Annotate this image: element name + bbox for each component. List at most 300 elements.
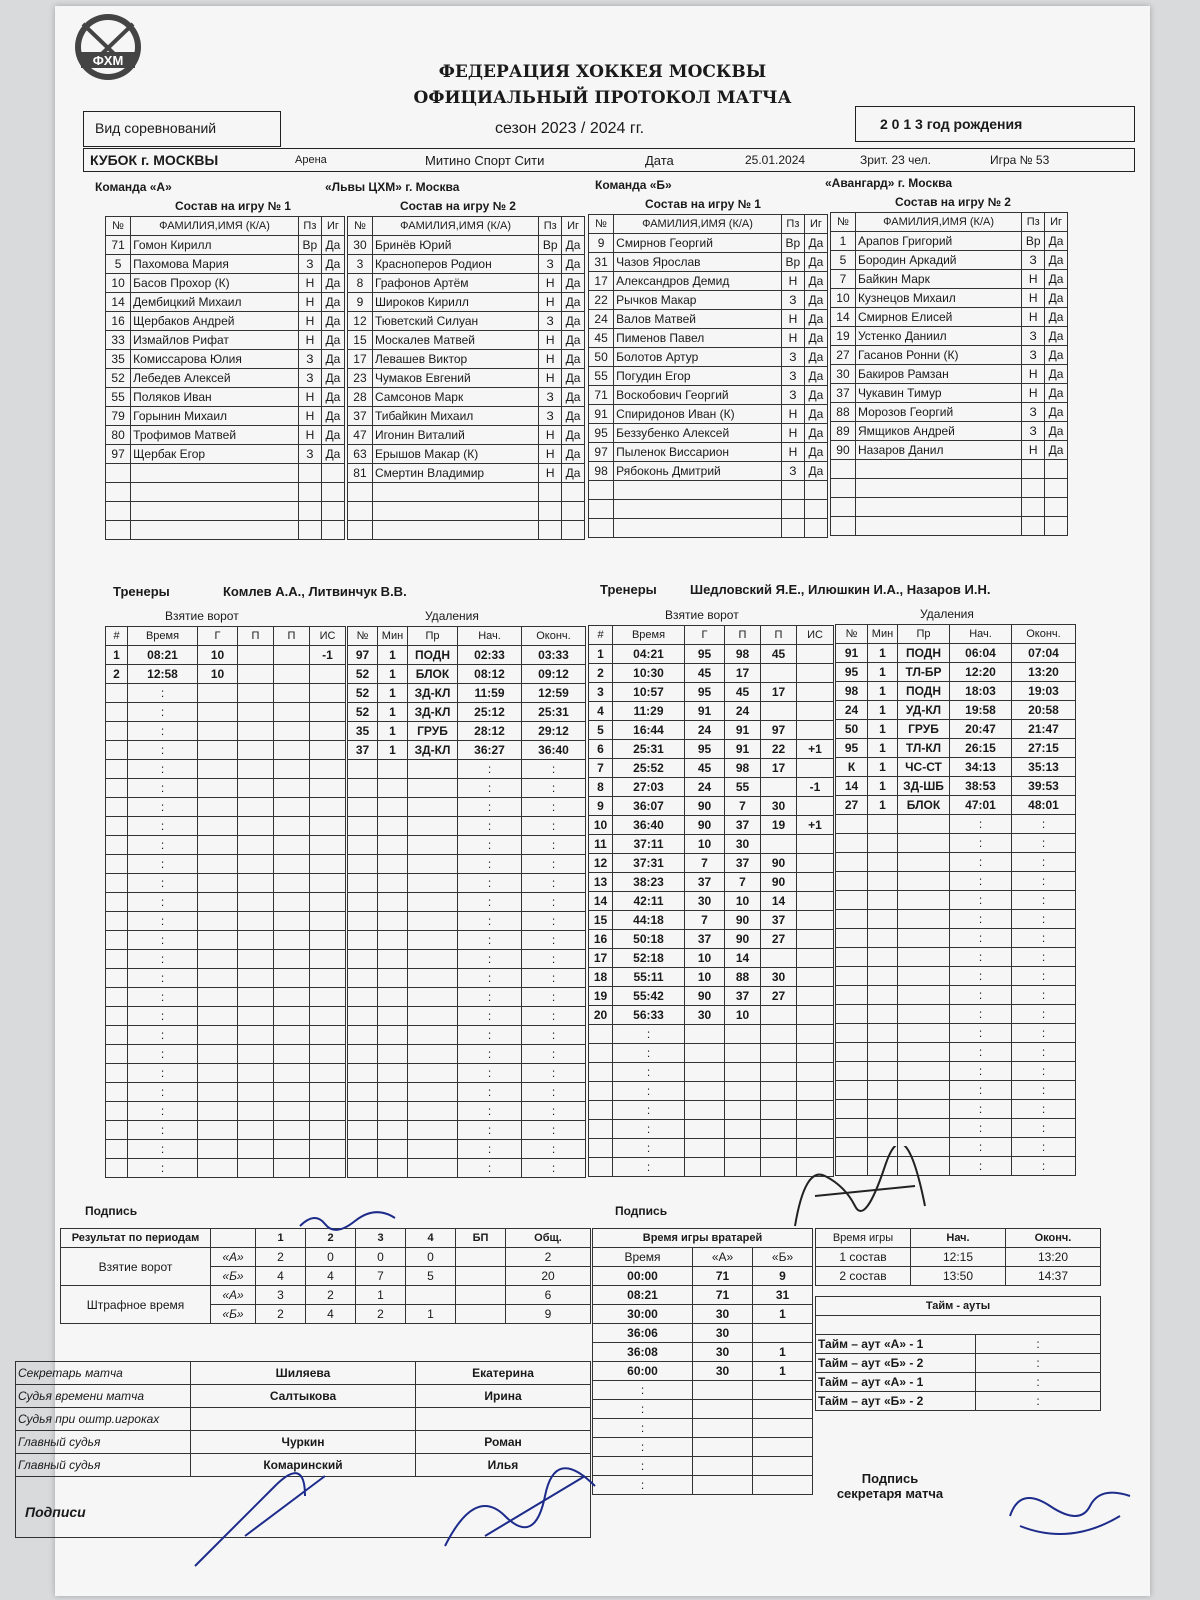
empty-cell: [408, 817, 458, 836]
empty-cell: [274, 969, 310, 988]
empty-cell: :: [128, 1121, 198, 1140]
empty-cell: [348, 1159, 378, 1178]
lineup-cell: Да: [321, 293, 344, 312]
lineup-cell: Да: [321, 350, 344, 369]
lineup-cell: З: [539, 407, 562, 426]
lineup-cell: З: [539, 312, 562, 331]
empty-cell: :: [522, 1102, 586, 1121]
team-b-sign-label: Подпись: [615, 1204, 668, 1218]
table-row: [589, 664, 834, 683]
empty-cell: [589, 481, 614, 500]
table-row: [589, 1082, 834, 1101]
lineup-cell: Рябоконь Дмитрий: [614, 462, 782, 481]
empty-cell: :: [522, 893, 586, 912]
empty-cell: [106, 502, 131, 521]
empty-cell: [898, 929, 950, 948]
event-cell: 10: [589, 816, 613, 835]
empty-cell: :: [950, 1043, 1012, 1062]
empty-cell: [238, 874, 274, 893]
lineup-cell: Да: [562, 274, 585, 293]
lineup-cell: Чазов Ярослав: [614, 253, 782, 272]
empty-cell: [836, 967, 868, 986]
empty-cell: [378, 1083, 408, 1102]
event-cell: ГРУБ: [408, 722, 458, 741]
empty-cell: [348, 798, 378, 817]
empty-cell: :: [613, 1158, 685, 1177]
event-cell: 42:11: [613, 892, 685, 911]
empty-cell: [348, 483, 373, 502]
empty-cell: [378, 1064, 408, 1083]
empty-cell: [868, 853, 898, 872]
empty-cell: [274, 741, 310, 760]
empty-cell: [831, 479, 856, 498]
event-cell: 90: [761, 873, 797, 892]
empty-cell: :: [976, 1392, 1101, 1411]
lineup-cell: З: [539, 255, 562, 274]
table-row: [106, 836, 346, 855]
empty-cell: [310, 855, 346, 874]
lineup-cell: Н: [781, 272, 804, 291]
empty-cell: [408, 855, 458, 874]
table-row: [589, 740, 834, 759]
event-cell: 90: [725, 930, 761, 949]
event-cell: 1: [106, 646, 128, 665]
lineup-cell: Н: [781, 424, 804, 443]
event-cell: 27:15: [1012, 739, 1076, 758]
lineup-cell: Арапов Григорий: [855, 232, 1021, 251]
empty-cell: [198, 836, 238, 855]
empty-cell: [589, 1063, 613, 1082]
table-row: [348, 684, 586, 703]
lineup-cell: Н: [539, 350, 562, 369]
event-cell: 35:13: [1012, 758, 1076, 777]
lineup-cell: З: [781, 386, 804, 405]
goalie-cell: 31: [753, 1286, 813, 1305]
table-row: [106, 950, 346, 969]
event-cell: 90: [685, 797, 725, 816]
table-row: [348, 703, 586, 722]
empty-cell: [348, 817, 378, 836]
empty-cell: :: [128, 1007, 198, 1026]
team-a-penalties-table: [347, 626, 586, 1178]
table-row: [106, 1083, 346, 1102]
event-cell: [797, 664, 834, 683]
lineup-cell: З: [781, 462, 804, 481]
empty-cell: :: [593, 1476, 693, 1495]
empty-cell: :: [522, 1045, 586, 1064]
goalie-cell: 1: [753, 1362, 813, 1381]
event-header: Мин: [378, 627, 408, 646]
empty-cell: :: [458, 760, 522, 779]
empty-cell: [868, 891, 898, 910]
empty-cell: :: [1012, 1100, 1076, 1119]
event-cell: 27:03: [613, 778, 685, 797]
goalie-cell: 1: [753, 1305, 813, 1324]
lineup-cell: Н: [298, 274, 321, 293]
event-cell: 36:40: [522, 741, 586, 760]
event-cell: ТЛ-БР: [898, 663, 950, 682]
event-cell: 08:12: [458, 665, 522, 684]
empty-cell: [310, 1007, 346, 1026]
empty-cell: [348, 1102, 378, 1121]
empty-cell: :: [613, 1044, 685, 1063]
empty-cell: :: [128, 931, 198, 950]
start-label: Нач.: [911, 1229, 1006, 1248]
empty-cell: [868, 910, 898, 929]
empty-cell: [378, 817, 408, 836]
official-surname: Комаринский: [191, 1454, 416, 1477]
game-number: Игра № 53: [990, 153, 1050, 167]
event-cell: 30: [725, 835, 761, 854]
empty-cell: :: [1012, 853, 1076, 872]
official-surname: Шиляева: [191, 1362, 416, 1385]
event-cell: 20:58: [1012, 701, 1076, 720]
empty-cell: [753, 1457, 813, 1476]
empty-cell: [898, 967, 950, 986]
event-cell: +1: [797, 816, 834, 835]
empty-cell: :: [128, 988, 198, 1007]
empty-cell: :: [976, 1335, 1101, 1354]
empty-cell: [131, 464, 299, 483]
empty-cell: [855, 460, 1021, 479]
table-row: [348, 388, 585, 407]
event-cell: ПОДН: [898, 682, 950, 701]
table-row: [836, 853, 1076, 872]
empty-cell: [836, 1100, 868, 1119]
table-row: [348, 369, 585, 388]
event-cell: 08:21: [128, 646, 198, 665]
event-header: Мин: [868, 625, 898, 644]
empty-cell: :: [1012, 1043, 1076, 1062]
empty-cell: [378, 1026, 408, 1045]
event-cell: 8: [589, 778, 613, 797]
table-row: [589, 968, 834, 987]
event-cell: [797, 702, 834, 721]
lineup-cell: З: [539, 388, 562, 407]
lineup-cell: Н: [539, 445, 562, 464]
arena: Митино Спорт Сити: [425, 153, 545, 168]
lineup-cell: Бакиров Рамзан: [855, 365, 1021, 384]
empty-cell: [539, 483, 562, 502]
event-cell: 12:59: [522, 684, 586, 703]
lineup-cell: Щербак Егор: [131, 445, 299, 464]
team-a-lineup1-table: [105, 216, 345, 540]
lineup-cell: Н: [781, 405, 804, 424]
lineup-cell: Да: [321, 407, 344, 426]
empty-cell: [348, 1140, 378, 1159]
empty-cell: [408, 1083, 458, 1102]
lineup-cell: 98: [589, 462, 614, 481]
event-cell: 1: [378, 684, 408, 703]
empty-cell: :: [950, 853, 1012, 872]
event-cell: +1: [797, 740, 834, 759]
table-row: [106, 407, 345, 426]
lineup-cell: Н: [1022, 289, 1045, 308]
event-cell: 17: [761, 759, 797, 778]
event-cell: [797, 930, 834, 949]
table-row: [836, 910, 1076, 929]
empty-cell: [693, 1419, 753, 1438]
event-cell: ПОДН: [408, 646, 458, 665]
event-cell: 7: [725, 797, 761, 816]
lineup-cell: Да: [321, 369, 344, 388]
empty-cell: [348, 969, 378, 988]
event-cell: 24: [836, 701, 868, 720]
lineup-cell: Рычков Макар: [614, 291, 782, 310]
lineup-cell: 90: [831, 441, 856, 460]
table-row: [589, 1025, 834, 1044]
event-cell: 24: [685, 721, 725, 740]
empty-cell: :: [128, 893, 198, 912]
table-row: [16, 1431, 591, 1454]
empty-cell: [310, 1140, 346, 1159]
empty-cell: [238, 798, 274, 817]
table-row: [836, 758, 1076, 777]
empty-cell: [198, 760, 238, 779]
table-row: [836, 815, 1076, 834]
empty-cell: [348, 760, 378, 779]
event-cell: 52: [348, 703, 378, 722]
lineup-cell: Болотов Артур: [614, 348, 782, 367]
lineup-cell: Пименов Павел: [614, 329, 782, 348]
empty-cell: [106, 969, 128, 988]
lineup-cell: Да: [321, 445, 344, 464]
empty-cell: :: [458, 1064, 522, 1083]
empty-cell: [898, 1081, 950, 1100]
event-cell: [797, 645, 834, 664]
event-cell: 19: [761, 816, 797, 835]
lineup-cell: Н: [781, 443, 804, 462]
empty-cell: [614, 481, 782, 500]
empty-cell: [298, 521, 321, 540]
event-cell: [797, 892, 834, 911]
empty-cell: [372, 502, 538, 521]
empty-cell: :: [458, 893, 522, 912]
event-cell: 45: [685, 759, 725, 778]
empty-cell: [836, 1043, 868, 1062]
empty-cell: [238, 912, 274, 931]
empty-cell: :: [1012, 872, 1076, 891]
empty-cell: [238, 950, 274, 969]
event-cell: 47:01: [950, 796, 1012, 815]
empty-cell: [238, 969, 274, 988]
event-cell: 12: [589, 854, 613, 873]
empty-cell: [106, 779, 128, 798]
empty-cell: [408, 950, 458, 969]
timeout-cell: Тайм – аут «А» - 1: [816, 1335, 976, 1354]
empty-cell: [868, 1024, 898, 1043]
lineup-cell: Н: [539, 293, 562, 312]
empty-cell: [378, 874, 408, 893]
empty-cell: :: [1012, 929, 1076, 948]
table-row: [816, 1373, 1101, 1392]
empty-cell: :: [613, 1082, 685, 1101]
arena-label: Арена: [295, 154, 327, 166]
table-row: [593, 1438, 813, 1457]
empty-cell: :: [522, 1140, 586, 1159]
empty-cell: [198, 1083, 238, 1102]
table-row: [831, 384, 1068, 403]
event-cell: 27: [761, 930, 797, 949]
event-cell: 55:11: [613, 968, 685, 987]
empty-cell: [725, 1158, 761, 1177]
results-cell: 0: [306, 1248, 356, 1267]
event-cell: 52: [348, 665, 378, 684]
empty-cell: [310, 931, 346, 950]
table-row: [831, 441, 1068, 460]
empty-cell: [310, 741, 346, 760]
signature-secretary: [1000, 1476, 1140, 1546]
event-cell: 97: [761, 721, 797, 740]
team-a-goals-title: Взятие ворот: [165, 609, 239, 623]
empty-cell: [274, 1121, 310, 1140]
lineup-cell: 97: [106, 445, 131, 464]
table-row: [589, 424, 828, 443]
empty-cell: [589, 1082, 613, 1101]
empty-cell: [348, 950, 378, 969]
event-cell: 1: [868, 720, 898, 739]
empty-cell: [855, 479, 1021, 498]
lineup-cell: Да: [1045, 327, 1068, 346]
empty-cell: [685, 1120, 725, 1139]
game-time-cell: 12:15: [911, 1248, 1006, 1267]
event-cell: [761, 664, 797, 683]
lineup-cell: Игонин Виталий: [372, 426, 538, 445]
empty-cell: :: [950, 1024, 1012, 1043]
lineup-cell: Назаров Данил: [855, 441, 1021, 460]
lineup-cell: 22: [589, 291, 614, 310]
lineup-cell: 17: [348, 350, 373, 369]
lineup-cell: Н: [781, 329, 804, 348]
team-b-coaches-label: Тренеры: [600, 582, 657, 597]
table-row: [16, 1385, 591, 1408]
event-cell: 04:21: [613, 645, 685, 664]
table-row: [106, 741, 346, 760]
empty-cell: [310, 1045, 346, 1064]
empty-cell: [378, 931, 408, 950]
empty-cell: :: [950, 872, 1012, 891]
empty-cell: [836, 1062, 868, 1081]
lineup-cell: Да: [321, 255, 344, 274]
event-cell: 37:31: [613, 854, 685, 873]
lineup-cell: З: [298, 445, 321, 464]
empty-cell: [238, 1064, 274, 1083]
event-header: #: [589, 626, 613, 645]
event-header: Нач.: [458, 627, 522, 646]
team-b-label: Команда «Б»: [595, 178, 672, 192]
table-row: [831, 498, 1068, 517]
event-cell: 45: [685, 664, 725, 683]
lineup-cell: Да: [1045, 270, 1068, 289]
empty-cell: :: [950, 967, 1012, 986]
table-row: [348, 1026, 586, 1045]
empty-cell: [106, 1102, 128, 1121]
table-row: [589, 443, 828, 462]
empty-cell: :: [1012, 1119, 1076, 1138]
lineup-cell: Поляков Иван: [131, 388, 299, 407]
table-row: [106, 350, 345, 369]
empty-cell: [198, 931, 238, 950]
table-row: [348, 741, 586, 760]
empty-cell: [408, 798, 458, 817]
empty-cell: [378, 1121, 408, 1140]
empty-cell: [378, 855, 408, 874]
results-cell: 6: [506, 1286, 591, 1305]
lineup-cell: 33: [106, 331, 131, 350]
table-row: [348, 1159, 586, 1178]
empty-cell: [310, 779, 346, 798]
lineup-cell: Ямщиков Андрей: [855, 422, 1021, 441]
event-cell: 12:58: [128, 665, 198, 684]
signature-b: [775, 1146, 955, 1236]
empty-cell: :: [1012, 986, 1076, 1005]
goalie-cell: 71: [693, 1286, 753, 1305]
empty-cell: [614, 500, 782, 519]
table-row: [106, 1102, 346, 1121]
results-cell: 4: [256, 1267, 306, 1286]
event-cell: 7: [725, 873, 761, 892]
empty-cell: [753, 1476, 813, 1495]
empty-cell: [310, 684, 346, 703]
event-header: Г: [685, 626, 725, 645]
protocol-title: ОФИЦИАЛЬНЫЙ ПРОТОКОЛ МАТЧА: [413, 88, 792, 108]
lineup-cell: Да: [562, 388, 585, 407]
empty-cell: [310, 874, 346, 893]
lineup-cell: 28: [348, 388, 373, 407]
empty-cell: [685, 1063, 725, 1082]
lineup-cell: Дембицкий Михаил: [131, 293, 299, 312]
timeouts-title: Тайм - ауты: [816, 1297, 1101, 1316]
event-cell: 98: [725, 645, 761, 664]
results-col: 1: [256, 1229, 306, 1248]
table-row: [106, 312, 345, 331]
table-row: [836, 834, 1076, 853]
empty-cell: [725, 1044, 761, 1063]
empty-cell: [238, 1102, 274, 1121]
lineup-cell: Пахомова Мария: [131, 255, 299, 274]
empty-cell: [408, 1159, 458, 1178]
empty-cell: :: [522, 855, 586, 874]
empty-cell: [761, 1044, 797, 1063]
results-title: Результат по периодам: [61, 1229, 211, 1248]
table-row: [589, 1101, 834, 1120]
table-row: [348, 1045, 586, 1064]
empty-cell: [198, 1026, 238, 1045]
table-row: [106, 1064, 346, 1083]
event-cell: [761, 702, 797, 721]
event-cell: [797, 968, 834, 987]
table-row: [106, 722, 346, 741]
event-cell: 13: [589, 873, 613, 892]
empty-cell: :: [128, 950, 198, 969]
table-row: [589, 1063, 834, 1082]
event-cell: 7: [685, 854, 725, 873]
lineup-cell: Н: [1022, 365, 1045, 384]
empty-cell: [898, 1119, 950, 1138]
table-row: [589, 348, 828, 367]
empty-cell: [106, 703, 128, 722]
empty-cell: [589, 1025, 613, 1044]
table-row: [348, 350, 585, 369]
empty-cell: [106, 464, 131, 483]
event-cell: 91: [725, 740, 761, 759]
table-row: [106, 1159, 346, 1178]
empty-cell: [274, 760, 310, 779]
empty-cell: [868, 1062, 898, 1081]
empty-cell: :: [613, 1025, 685, 1044]
team-a-name: «Львы ЦХМ» г. Москва: [325, 180, 460, 194]
table-row: [348, 912, 586, 931]
